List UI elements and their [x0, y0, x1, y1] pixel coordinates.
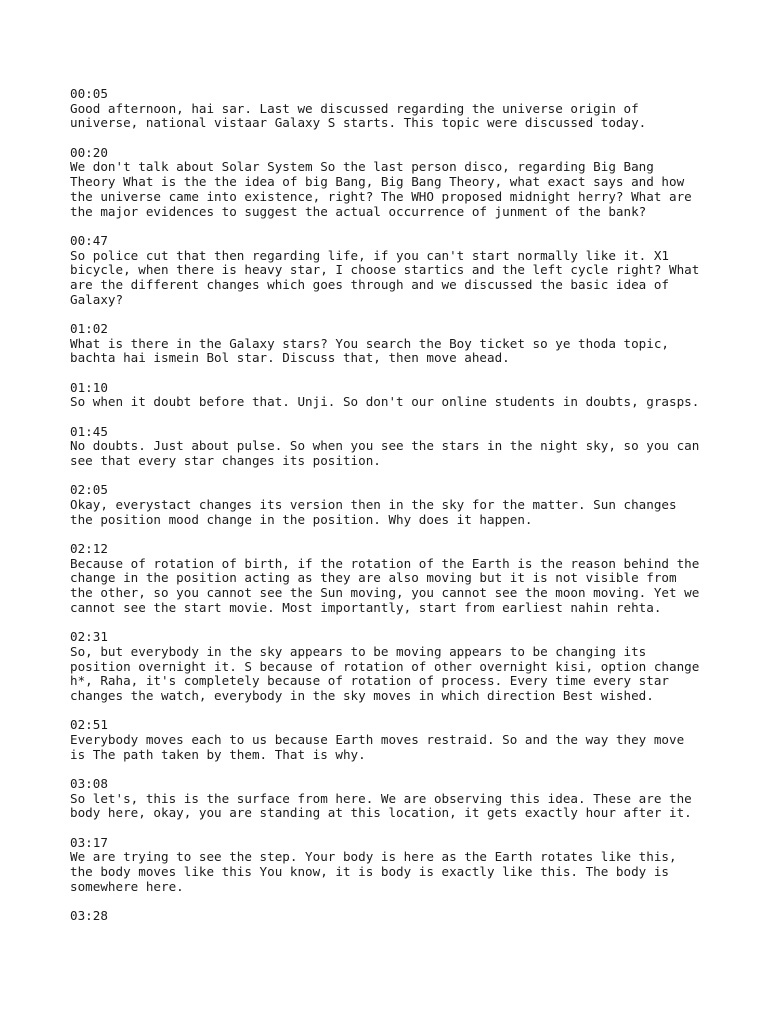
- transcript-line: the other, so you cannot see the Sun moving, you cannot see the moon moving. Yet we: [70, 585, 700, 601]
- transcript-line: bachta hai ismein Bol star. Discuss that, then move ahead.: [70, 350, 510, 366]
- transcript-line: Good afternoon, hai sar. Last we discussed regarding the universe origin of: [70, 100, 639, 116]
- transcript-entry: [70, 718, 730, 762]
- transcript-line: So let's, this is the surface from here. We are observing this idea. These are the: [70, 790, 692, 806]
- transcript-line: the universe came into existence, right? The WHO proposed midnight herry? What are: [70, 188, 692, 204]
- transcript-line: are the different changes which goes through and we discussed the basic idea of: [70, 276, 669, 292]
- timestamp: 02:51: [70, 717, 108, 733]
- timestamp: 03:28: [70, 908, 108, 924]
- transcript-line: So when it doubt before that. Unji. So don't our online students in doubts, grasps.: [70, 394, 700, 410]
- timestamp: 03:08: [70, 775, 108, 791]
- timestamp: 01:45: [70, 423, 108, 439]
- transcript-line: Okay, everystact changes its version then in the sky for the matter. Sun changes: [70, 497, 677, 513]
- timestamp: 00:20: [70, 144, 108, 160]
- transcript-entry: [70, 483, 730, 527]
- transcript-line: No doubts. Just about pulse. So when you see the stars in the night sky, so you can: [70, 438, 700, 454]
- transcript-entry: [70, 836, 730, 895]
- transcript-line: is The path taken by them. That is why.: [70, 746, 366, 762]
- transcript-entry: [70, 322, 730, 366]
- timestamp: 01:02: [70, 320, 108, 336]
- timestamp: 02:12: [70, 541, 108, 557]
- transcript-line: universe, national vistaar Galaxy S starts. This topic were discussed today.: [70, 115, 647, 131]
- transcript-line: see that every star changes its position.: [70, 453, 381, 469]
- timestamp: 00:47: [70, 232, 108, 248]
- transcript-line: We don't talk about Solar System So the last person disco, regarding Big Bang: [70, 159, 654, 175]
- transcript-line: change in the position acting as they are also moving but it is not visible from: [70, 570, 677, 586]
- transcript-line: somewhere here.: [70, 878, 184, 894]
- transcript-line: cannot see the start movie. Most importantly, start from earliest nahin rehta.: [70, 599, 662, 615]
- transcript-line: Theory What is the the idea of big Bang, Big Bang Theory, what exact says and how: [70, 174, 685, 190]
- transcript-line: So, but everybody in the sky appears to be moving appears to be changing its: [70, 643, 647, 659]
- transcript-line: What is there in the Galaxy stars? You search the Boy ticket so ye thoda topic,: [70, 335, 669, 351]
- transcript-line: the position mood change in the position. Why does it happen.: [70, 511, 533, 527]
- timestamp: 00:05: [70, 86, 108, 101]
- transcript-line: So police cut that then regarding life, if you can't start normally like it. X1: [70, 247, 669, 263]
- transcript-line: Galaxy?: [70, 291, 124, 307]
- transcript-page: [70, 87, 730, 938]
- transcript-entry: [70, 146, 730, 220]
- transcript-entry: [70, 630, 730, 704]
- timestamp: 02:05: [70, 482, 108, 498]
- transcript-entry: [70, 909, 730, 924]
- timestamp: 02:31: [70, 629, 108, 645]
- transcript-entry: [70, 87, 730, 131]
- transcript-line: We are trying to see the step. Your body is here as the Earth rotates like this,: [70, 849, 677, 865]
- transcript-entry: [70, 425, 730, 469]
- transcript-entry: [70, 234, 730, 308]
- transcript-line: bicycle, when there is heavy star, I choose startics and the left cycle right? What: [70, 262, 700, 278]
- timestamp: 03:17: [70, 834, 108, 850]
- transcript-entry: [70, 542, 730, 616]
- transcript-line: changes the watch, everybody in the sky moves in which direction Best wished.: [70, 687, 654, 703]
- transcript-entry: [70, 381, 730, 410]
- transcript-line: h*, Raha, it's completely because of rotation of process. Every time every star: [70, 673, 669, 689]
- transcript-line: body here, okay, you are standing at this location, it gets exactly hour after it.: [70, 805, 692, 821]
- transcript-line: the body moves like this You know, it is body is exactly like this. The body is: [70, 864, 669, 880]
- transcript-line: position overnight it. S because of rotation of other overnight kisi, option change: [70, 658, 700, 674]
- transcript-line: the major evidences to suggest the actual occurrence of junment of the bank?: [70, 203, 647, 219]
- timestamp: 01:10: [70, 379, 108, 395]
- transcript-line: Because of rotation of birth, if the rotation of the Earth is the reason behind the: [70, 555, 700, 571]
- transcript-line: Everybody moves each to us because Earth moves restraid. So and the way they move: [70, 731, 685, 747]
- transcript-entry: [70, 777, 730, 821]
